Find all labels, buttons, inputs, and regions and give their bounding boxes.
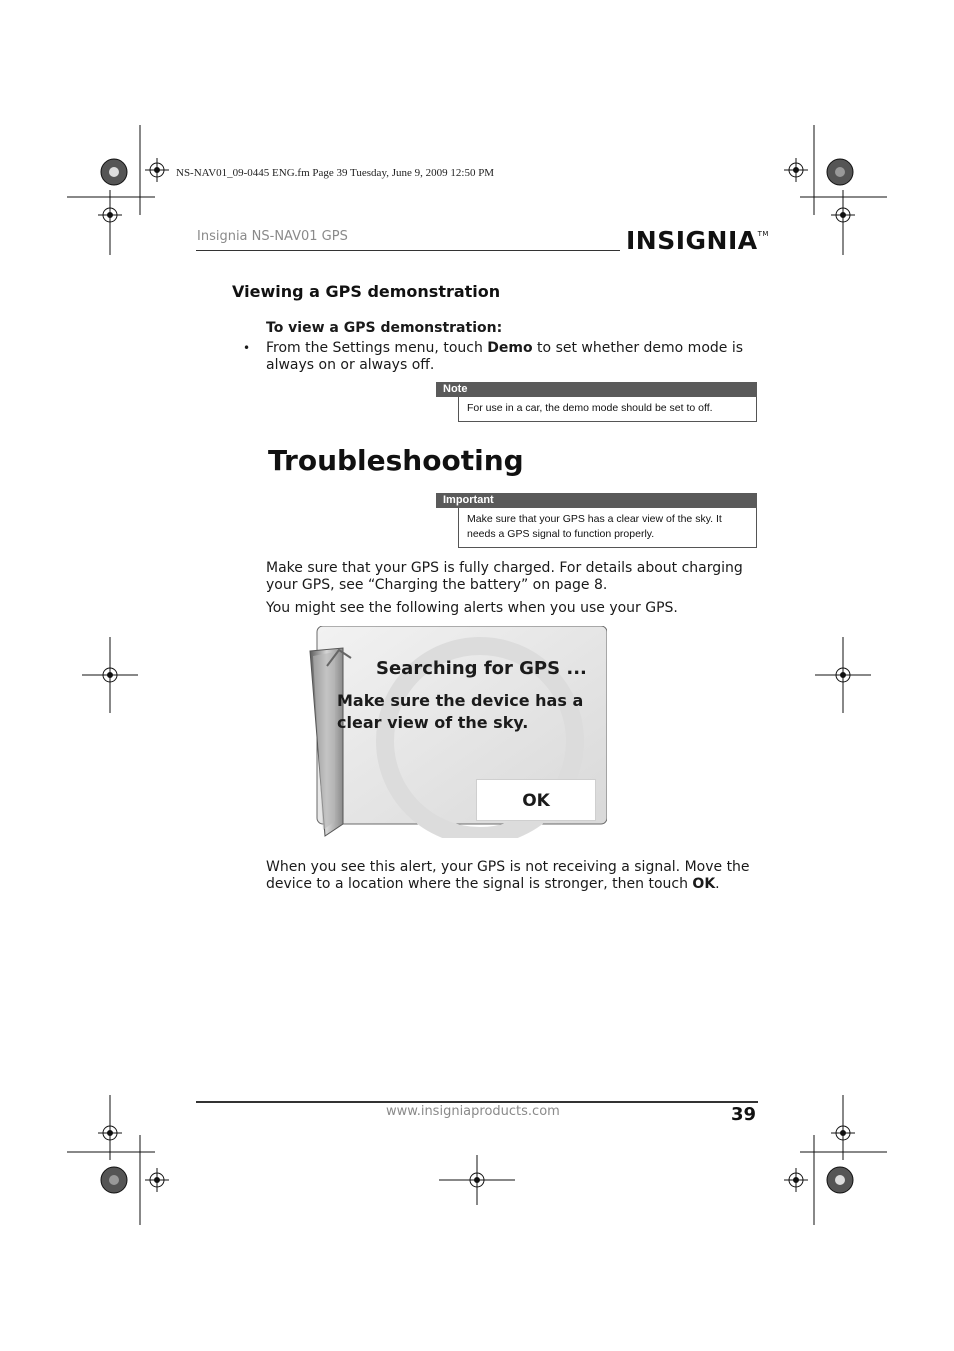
paragraph-alerts: You might see the following alerts when you use your GPS. [266,600,678,616]
insignia-logo [626,226,769,255]
file-slug: NS-NAV01_09-0445 ENG.fm Page 39 Tuesday, June 9, 2009 12:50 PM [176,167,495,179]
paragraph-alert-explain [266,859,761,893]
header-title: Insignia NS-NAV01 GPS [197,229,348,244]
bullet: • [243,341,251,355]
logo-trademark: TM [757,230,769,238]
section-heading: Viewing a GPS demonstration [232,282,501,301]
alert-title: Searching for GPS ... [376,658,587,679]
note-label: Note [436,382,757,397]
procedure-step [266,340,756,374]
explain-text-post: . [715,876,720,892]
procedure-heading: To view a GPS demonstration: [266,320,503,336]
footer-url: www.insigniaproducts.com [386,1104,560,1119]
ok-button[interactable]: OK [476,779,596,821]
important-callout [436,493,757,548]
step-text-pre: From the Settings menu, touch [266,340,488,356]
page-number: 39 [731,1104,757,1125]
alert-message: Make sure the device has a clear view of the sky. [337,691,584,732]
logo-text: INSIGNIA [626,226,758,255]
footer-rule [196,1101,758,1103]
troubleshooting-heading: Troubleshooting [268,444,524,477]
important-text: Make sure that your GPS has a clear view of the sky. It needs a GPS signal to function properly. [458,508,757,548]
step-text-bold: Demo [487,340,533,356]
note-callout [436,382,757,422]
paragraph-charge: Make sure that your GPS is fully charged. For details about charging your GPS, see “Charging the battery” on page 8. [266,560,743,593]
note-text: For use in a car, the demo mode should be set to off. [458,397,757,422]
step-text-post: to set whether demo mode is always on or always off. [266,340,744,373]
explain-text-bold: OK [692,876,716,892]
important-label: Important [436,493,757,508]
header-rule [196,250,620,251]
explain-text-pre: When you see this alert, your GPS is not receiving a signal. Move the device to a location where the signal is stronger, then touch [266,859,750,892]
